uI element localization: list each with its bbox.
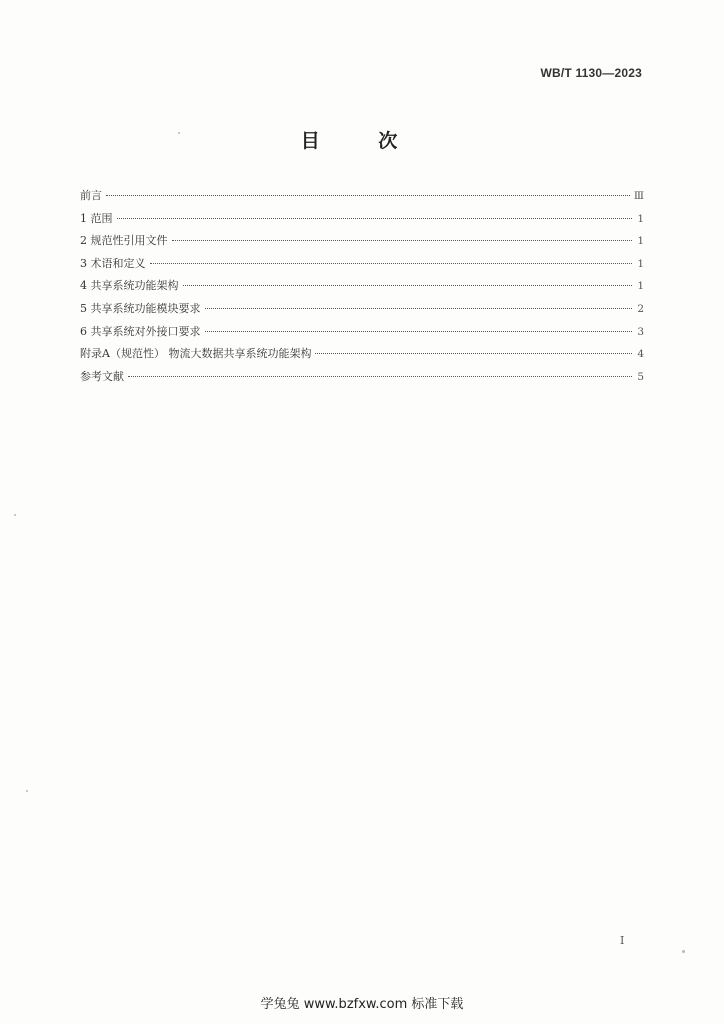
- toc-entry-label: 5 共享系统功能模块要求: [80, 301, 201, 315]
- dot-leader: [106, 195, 630, 196]
- toc-entry-page: 1: [637, 212, 644, 225]
- scan-speck: [178, 132, 180, 134]
- page-title: 目 次: [300, 130, 424, 152]
- dot-leader: [172, 240, 633, 241]
- toc-entry-page: 1: [637, 257, 644, 270]
- dot-leader: [205, 331, 633, 332]
- page-number: I: [620, 934, 625, 947]
- toc-entry-label: 1 范围: [80, 211, 113, 225]
- toc-entry-page: 1: [637, 235, 644, 248]
- toc-entry-annex-a[interactable]: [80, 345, 644, 368]
- toc-entry-terms-definitions[interactable]: [80, 255, 644, 278]
- toc-entry-page: Ⅲ: [633, 190, 644, 202]
- toc-entry-foreword[interactable]: [80, 187, 644, 210]
- toc-entry-page: 3: [637, 325, 644, 338]
- standard-code: WB/T 1130—2023: [540, 66, 642, 80]
- toc-entry-label: 4 共享系统功能架构: [80, 279, 179, 293]
- toc-entry-page: 2: [637, 302, 644, 315]
- scan-speck: [14, 514, 16, 516]
- toc-entry-normative-references[interactable]: [80, 232, 644, 255]
- scan-speck: [682, 950, 685, 953]
- toc-entry-label: 附录A（规范性） 物流大数据共享系统功能架构: [80, 347, 312, 361]
- toc-entry-label: 2 规范性引用文件: [80, 234, 168, 248]
- scan-speck: [26, 790, 28, 792]
- dot-leader: [128, 376, 632, 377]
- table-of-contents: [80, 187, 644, 390]
- toc-entry-scope[interactable]: [80, 210, 644, 233]
- toc-entry-page: 5: [637, 370, 644, 383]
- dot-leader: [150, 263, 633, 264]
- toc-entry-interface-requirements[interactable]: [80, 323, 644, 346]
- toc-entry-function-architecture[interactable]: [80, 277, 644, 300]
- dot-leader: [117, 218, 633, 219]
- toc-entry-label: 前言: [80, 189, 102, 202]
- dot-leader: [183, 285, 633, 286]
- dot-leader: [205, 308, 633, 309]
- dot-leader: [315, 353, 632, 354]
- toc-entry-label: 3 术语和定义: [80, 256, 146, 270]
- toc-entry-page: 1: [637, 280, 644, 293]
- toc-entry-module-requirements[interactable]: [80, 300, 644, 323]
- toc-entry-label: 6 共享系统对外接口要求: [80, 324, 201, 338]
- toc-entry-bibliography[interactable]: [80, 368, 644, 391]
- footer-watermark: 学兔兔 www.bzfxw.com 标准下载: [260, 997, 464, 1012]
- toc-entry-label: 参考文献: [80, 369, 124, 383]
- toc-entry-page: 4: [637, 348, 644, 361]
